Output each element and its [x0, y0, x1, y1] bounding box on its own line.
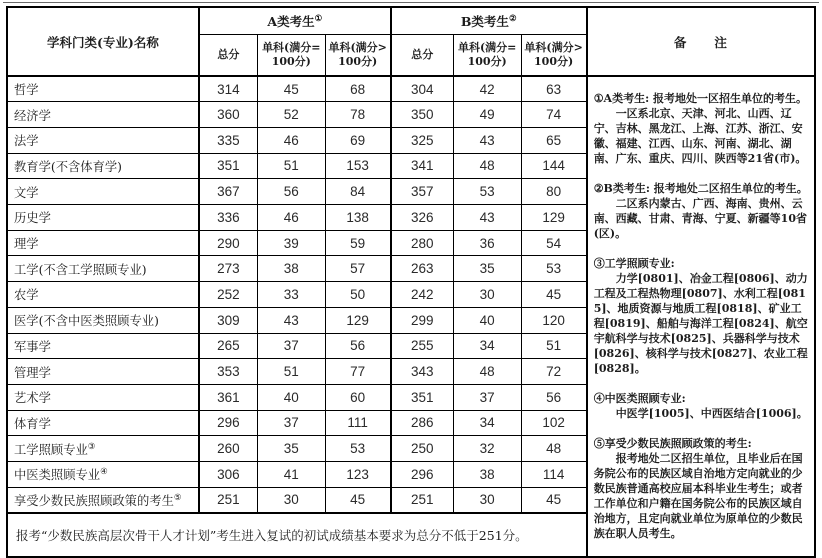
row-label-discipline: 农学 [7, 282, 199, 308]
score-cell: 325 [391, 127, 454, 153]
score-cell: 296 [391, 462, 454, 488]
score-cell: 77 [325, 359, 391, 385]
table-body [7, 76, 815, 557]
score-cell: 255 [391, 333, 454, 359]
remark-body: 一区系北京、天津、河北、山西、辽宁、吉林、黑龙江、上海、江苏、浙江、安徽、福建、江西、山东、河南、湖北、湖南、广东、重庆、四川、陕西等21省(市)。 [593, 107, 807, 165]
score-cell: 40 [453, 307, 521, 333]
row-label-discipline: 工学(不含工学照顾专业) [7, 256, 199, 282]
score-cell: 299 [391, 307, 454, 333]
row-footnote-mark: ③ [87, 441, 96, 452]
remark-section [594, 391, 809, 421]
row-label-discipline: 体育学 [7, 410, 199, 436]
score-cell: 129 [325, 307, 391, 333]
score-cell: 45 [521, 487, 587, 513]
score-cell: 54 [521, 230, 587, 256]
score-cell: 304 [391, 76, 454, 102]
score-cell: 263 [391, 256, 454, 282]
score-cell: 120 [521, 307, 587, 333]
score-cell: 74 [521, 102, 587, 128]
column-header-b-total: 总分 [391, 35, 454, 77]
score-cell: 260 [199, 436, 258, 462]
score-cell: 50 [325, 282, 391, 308]
row-label-discipline: 教育学(不含体育学) [7, 153, 199, 179]
group-b-label: B类考生 [460, 14, 509, 29]
column-group-a [199, 7, 391, 35]
score-cell: 59 [325, 230, 391, 256]
column-header-a-single-gt100: 单科(满分>100分) [325, 35, 391, 77]
score-cell: 48 [521, 436, 587, 462]
score-cell: 43 [453, 127, 521, 153]
column-header-a-total: 总分 [199, 35, 258, 77]
score-cell: 36 [453, 230, 521, 256]
score-cell: 41 [257, 462, 325, 488]
score-cell: 265 [199, 333, 258, 359]
column-header-a-single-100: 单科(满分=100分) [257, 35, 325, 77]
score-cell: 40 [257, 384, 325, 410]
score-cell: 30 [453, 282, 521, 308]
score-cell: 326 [391, 205, 454, 231]
score-cell: 46 [257, 205, 325, 231]
score-cell: 37 [453, 384, 521, 410]
remark-title: ①A类考生: 报考地处一区招生单位的考生。 [593, 92, 807, 105]
score-cell: 353 [199, 359, 258, 385]
score-cell: 250 [391, 436, 454, 462]
score-cell: 129 [521, 205, 587, 231]
score-cell: 102 [521, 410, 587, 436]
score-cell: 69 [325, 127, 391, 153]
score-cell: 290 [199, 230, 258, 256]
table-row [7, 76, 815, 102]
score-cell: 45 [521, 282, 587, 308]
row-label-discipline: 中医类照顾专业④ [7, 462, 199, 488]
group-a-footnote-mark: ① [314, 13, 323, 24]
score-cell: 242 [391, 282, 454, 308]
row-footnote-mark: ⑤ [173, 492, 182, 503]
row-label-discipline: 管理学 [7, 359, 199, 385]
score-cell: 48 [453, 153, 521, 179]
score-cell: 34 [453, 410, 521, 436]
score-cell: 309 [199, 307, 258, 333]
score-cell: 360 [199, 102, 258, 128]
remark-section [594, 91, 809, 166]
score-cell: 252 [199, 282, 258, 308]
score-cell: 35 [257, 436, 325, 462]
page-top-rule [3, 2, 819, 3]
score-cell: 286 [391, 410, 454, 436]
score-cell: 45 [325, 487, 391, 513]
row-label-discipline: 理学 [7, 230, 199, 256]
score-cell: 30 [453, 487, 521, 513]
score-cell: 43 [257, 307, 325, 333]
remark-title: ⑤享受少数民族照顾政策的考生: [593, 437, 752, 450]
score-cell: 51 [257, 359, 325, 385]
score-cell: 34 [453, 333, 521, 359]
score-cell: 37 [257, 333, 325, 359]
score-cell: 78 [325, 102, 391, 128]
remark-body: 报考地处二区招生单位，且毕业后在国务院公布的民族区域自治地方定向就业的少数民族普通高校应届本科毕业生考生；或者工作单位和户籍在国务院公布的民族区域自治地方，且定向就业单位为原单位的少数民族在职人员考生。 [593, 452, 803, 540]
remark-title: ②B类考生: 报考地处二区招生单位的考生。 [593, 182, 808, 195]
score-cell: 56 [521, 384, 587, 410]
row-footnote-mark: ④ [100, 467, 108, 478]
score-cell: 49 [453, 102, 521, 128]
remark-title: ③工学照顾专业: [593, 257, 675, 270]
row-label-discipline: 艺术学 [7, 384, 199, 410]
group-b-footnote-mark: ② [508, 13, 517, 24]
score-cell: 56 [257, 179, 325, 205]
score-cell: 32 [453, 436, 521, 462]
score-cell: 144 [521, 153, 587, 179]
score-cell: 68 [325, 76, 391, 102]
score-cell: 280 [391, 230, 454, 256]
score-cutoff-table [6, 6, 816, 558]
score-cell: 251 [199, 487, 258, 513]
score-cell: 72 [521, 359, 587, 385]
score-cell: 357 [391, 179, 454, 205]
row-label-discipline: 享受少数民族照顾政策的考生⑤ [7, 487, 199, 513]
table-header [7, 7, 815, 76]
score-cell: 336 [199, 205, 258, 231]
score-cell: 251 [391, 487, 454, 513]
score-cell: 111 [325, 410, 391, 436]
row-label-discipline: 工学照顾专业③ [7, 436, 199, 462]
score-cell: 123 [325, 462, 391, 488]
column-header-discipline: 学科门类(专业)名称 [7, 7, 199, 76]
group-a-label: A类考生 [267, 14, 315, 29]
score-cell: 52 [257, 102, 325, 128]
score-cell: 314 [199, 76, 258, 102]
remark-body: 中医学[1005]、中西医结合[1006]。 [615, 407, 808, 420]
score-cell: 367 [199, 179, 258, 205]
score-cell: 153 [325, 153, 391, 179]
score-cell: 351 [199, 153, 258, 179]
remark-section [594, 436, 809, 541]
footnote-minority-plan: 报考“少数民族高层次骨干人才计划”考生进入复试的初试成绩基本要求为总分不低于251分。 [7, 513, 587, 557]
score-cell: 273 [199, 256, 258, 282]
row-label-discipline: 哲学 [7, 76, 199, 102]
score-cell: 38 [257, 256, 325, 282]
score-cell: 60 [325, 384, 391, 410]
remark-body: 二区系内蒙古、广西、海南、贵州、云南、西藏、甘肃、青海、宁夏、新疆等10省(区)。 [593, 197, 807, 240]
score-cell: 63 [521, 76, 587, 102]
score-cell: 84 [325, 179, 391, 205]
score-cell: 38 [453, 462, 521, 488]
score-cell: 335 [199, 127, 258, 153]
score-cell: 351 [391, 384, 454, 410]
score-cell: 53 [453, 179, 521, 205]
score-cell: 53 [521, 256, 587, 282]
row-label-discipline: 医学(不含中医类照顾专业) [7, 307, 199, 333]
remark-title: ④中医类照顾专业: [593, 392, 686, 405]
column-group-b [391, 7, 587, 35]
remark-section [594, 181, 809, 241]
column-header-remarks: 备 注 [587, 7, 815, 76]
row-label-discipline: 军事学 [7, 333, 199, 359]
score-cell: 306 [199, 462, 258, 488]
score-cell: 42 [453, 76, 521, 102]
remarks-cell [587, 76, 815, 557]
score-cell: 48 [453, 359, 521, 385]
score-cell: 361 [199, 384, 258, 410]
row-label-discipline: 文学 [7, 179, 199, 205]
score-cell: 341 [391, 153, 454, 179]
score-cell: 39 [257, 230, 325, 256]
score-cell: 114 [521, 462, 587, 488]
score-cell: 46 [257, 127, 325, 153]
score-cell: 80 [521, 179, 587, 205]
column-header-b-single-gt100: 单科(满分>100分) [521, 35, 587, 77]
score-cell: 296 [199, 410, 258, 436]
remark-section [594, 256, 809, 376]
row-label-discipline: 历史学 [7, 205, 199, 231]
score-cell: 56 [325, 333, 391, 359]
remark-body: 力学[0801]、冶金工程[0806]、动力工程及工程热物理[0807]、水利工程[0815]、地质资源与地质工程[0818]、矿业工程[0819]、船舶与海洋工程[0824]、航空宇航科学与技术[0825]、兵器科学与技术[0826]、核科学与技术[0827]、农业工程[0828]。 [593, 272, 808, 375]
score-cell: 30 [257, 487, 325, 513]
row-label-discipline: 经济学 [7, 102, 199, 128]
score-cell: 51 [257, 153, 325, 179]
row-label-discipline: 法学 [7, 127, 199, 153]
score-cell: 43 [453, 205, 521, 231]
column-header-b-single-100: 单科(满分=100分) [453, 35, 521, 77]
score-cell: 350 [391, 102, 454, 128]
score-cell: 53 [325, 436, 391, 462]
score-cell: 51 [521, 333, 587, 359]
score-cell: 37 [257, 410, 325, 436]
score-cell: 35 [453, 256, 521, 282]
score-cell: 57 [325, 256, 391, 282]
score-cell: 65 [521, 127, 587, 153]
score-cell: 33 [257, 282, 325, 308]
score-cell: 343 [391, 359, 454, 385]
score-cell: 45 [257, 76, 325, 102]
score-cell: 138 [325, 205, 391, 231]
